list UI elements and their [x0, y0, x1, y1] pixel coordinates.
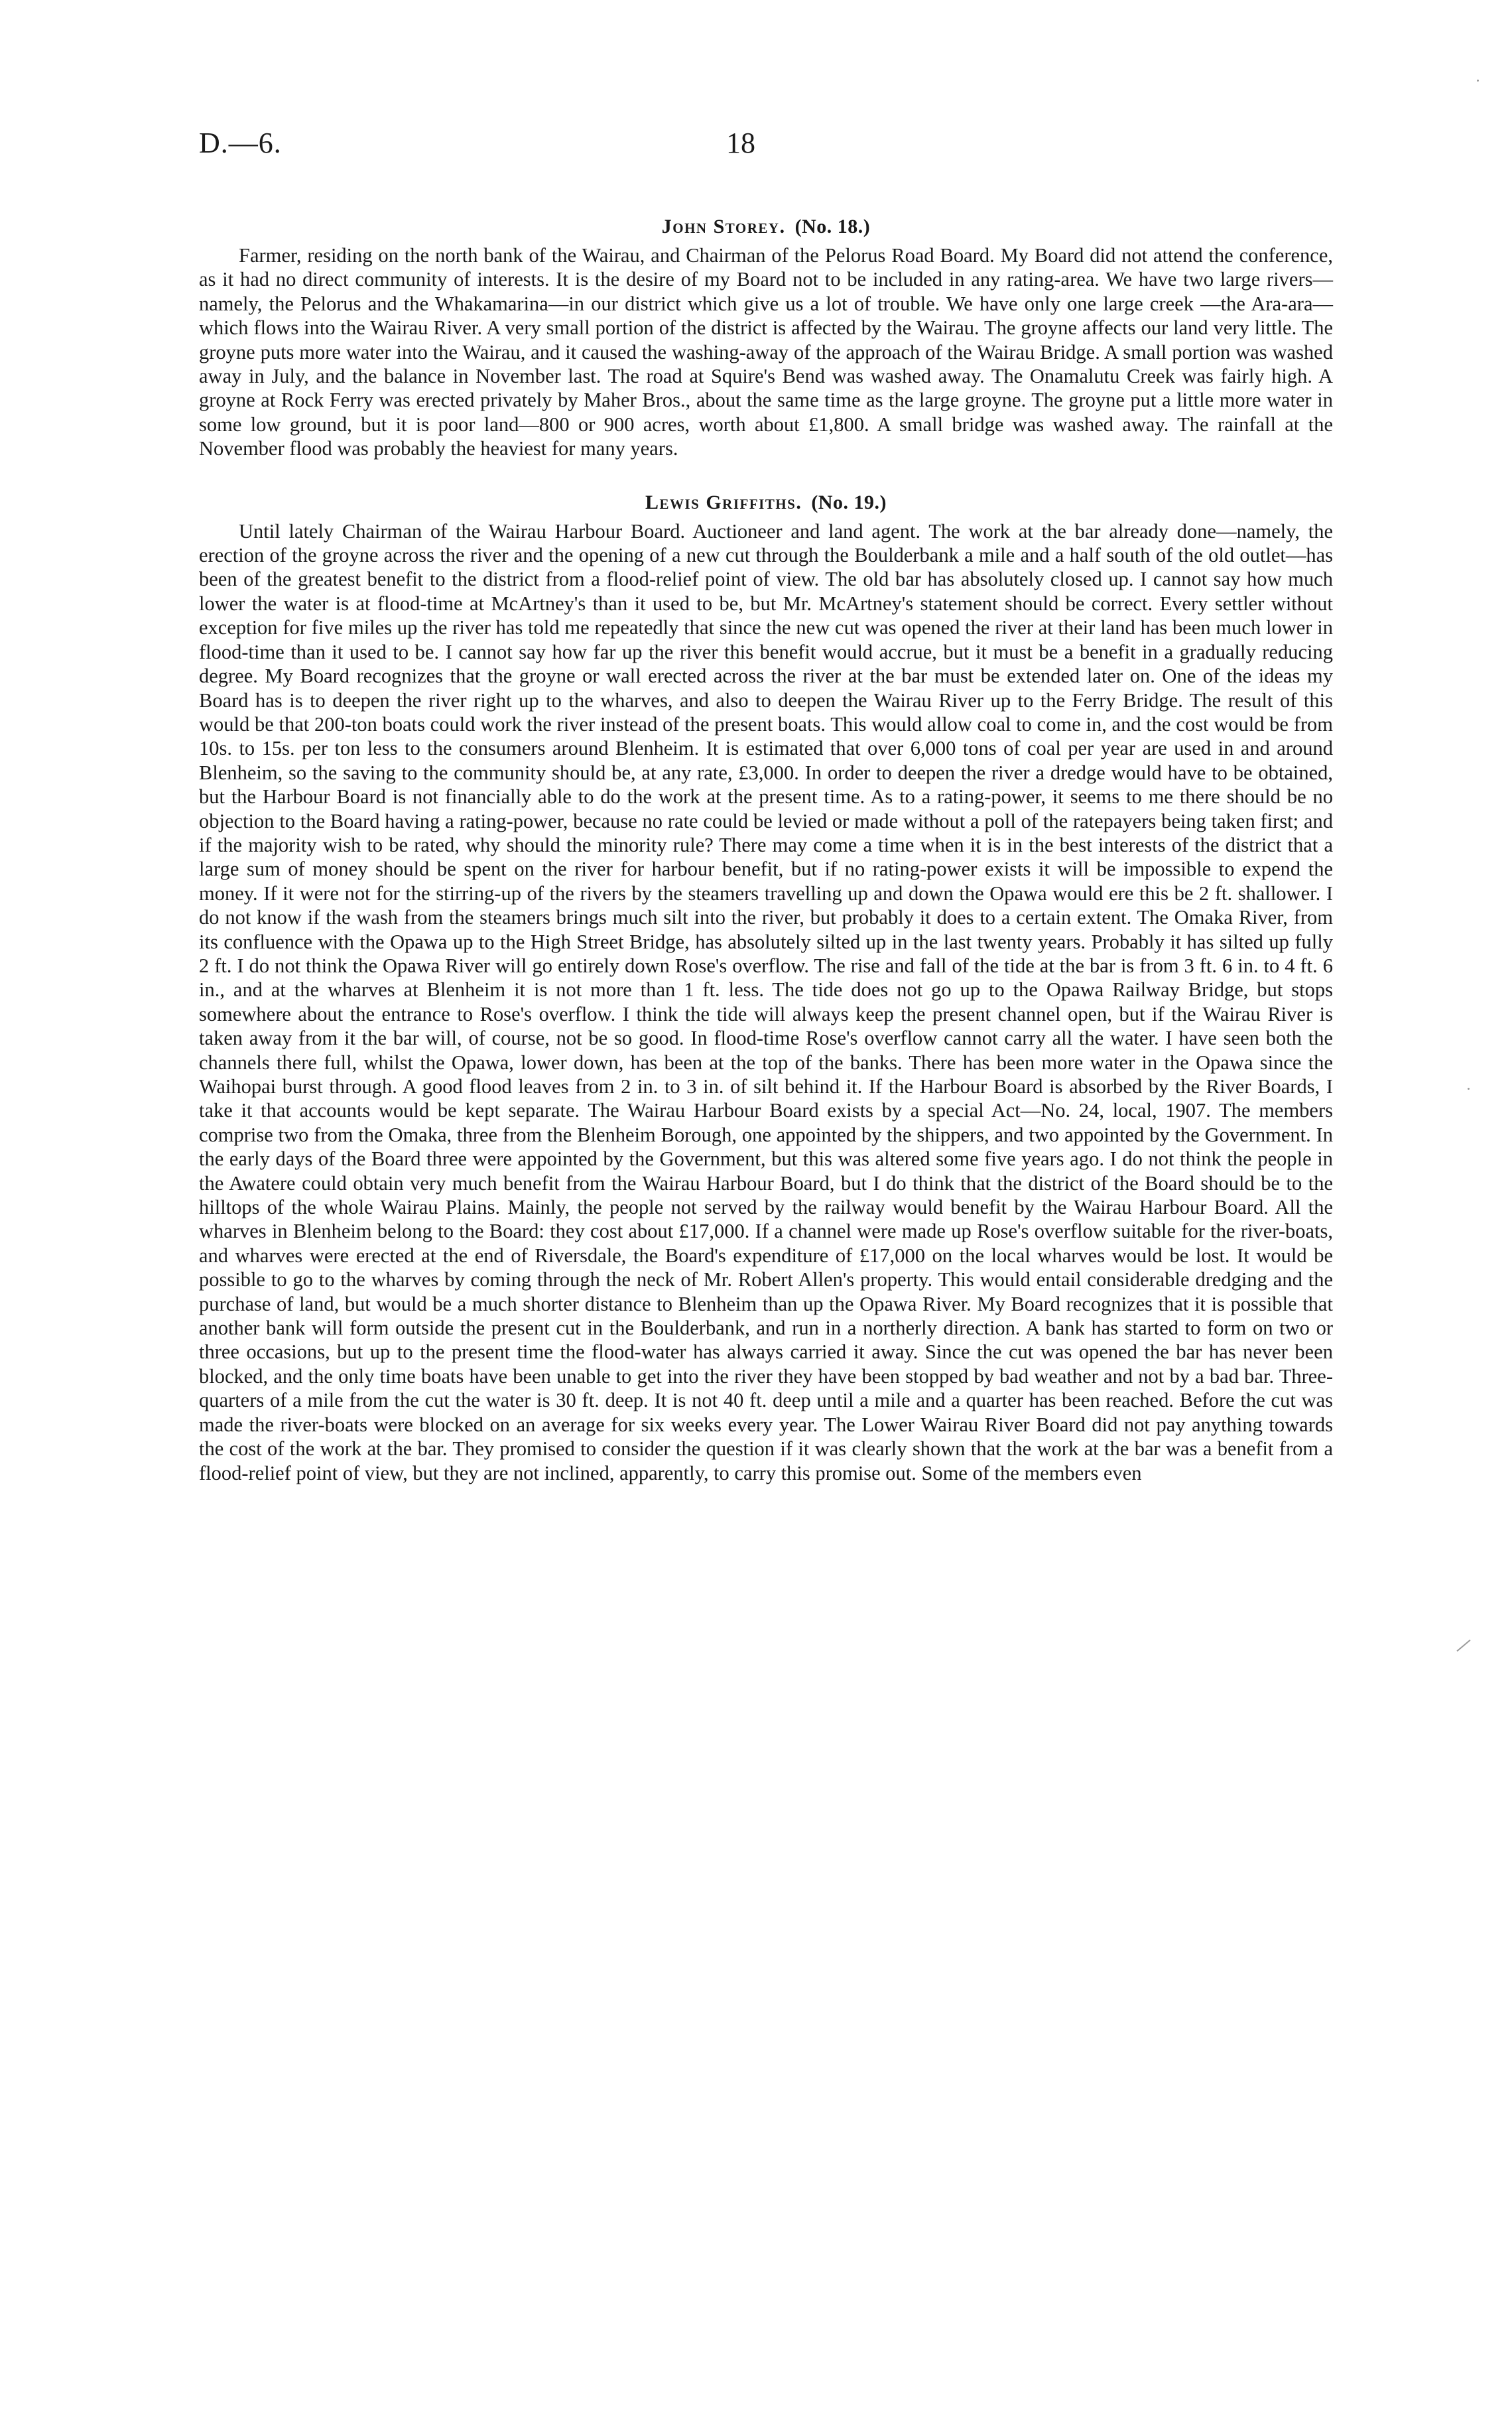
witness-number: (No. 18.): [794, 216, 871, 237]
scan-mark: [1477, 80, 1479, 82]
witness-section-griffiths: [199, 491, 1333, 1485]
witness-heading: [199, 216, 1333, 238]
witness-number: (No. 19.): [811, 491, 887, 513]
witness-statement: Until lately Chairman of the Wairau Harbour Board. Auctioneer and land agent. The work at the bar already done—namely, the erection of the groyne across the river and the opening of a new cut through the Boulderbank a mile and a half south of the old outlet—has been of the greatest benefit to the district from a flood-relief point of view. The old bar has absolutely closed up. I cannot say how much lower the water is at flood-time at McArtney's than it used to be, but Mr. McArtney's statement should be correct. Every settler without exception for five miles up the river has told me repeatedly that since the new cut was opened the river at their land has been much lower in flood-time than it used to be. I cannot say how far up the river this benefit would accrue, but it must be a benefit in a gradually reducing degree. My Board recognizes that the groyne or wall erected across the river at the bar must be extended later on. One of the ideas my Board has is to deepen the river right up to the wharves, and also to deepen the Wairau River up to the Ferry Bridge. The result of this would be that 200-ton boats could work the river instead of the present boats. This would allow coal to come in, and the cost would be from 10s. to 15s. per ton less to the consumers around Blenheim. It is estimated that over 6,000 tons of coal per year are used in and around Blenheim, so the saving to the community should be, at any rate, £3,000. In order to deepen the river a dredge would have to be obtained, but the Harbour Board is not financially able to do the work at the present time. As to a rating-power, it seems to me there should be no objection to the Board having a rating-power, because no rate could be levied or made without a poll of the ratepayers being taken first; and if the majority wish to be rated, why should the minority rule? There may come a time when it is in the best interests of the district that a large sum of money should be spent on the river for harbour benefit, but if no rating-power exists it will be impossible to expend the money. If it were not for the stirring-up of the rivers by the steamers travelling up and down the Opawa would ere this be 2 ft. shallower. I do not know if the wash from the steamers brings much silt into the river, but probably it does to a certain extent. The Omaka River, from its confluence with the Opawa up to the High Street Bridge, has absolutely silted up in the last twenty years. Probably it has silted up fully 2 ft. I do not think the Opawa River will go entirely down Rose's overflow. The rise and fall of the tide at the bar is from 3 ft. 6 in. to 4 ft. 6 in., and at the wharves at Blenheim it is not more than 1 ft. less. The tide does not go up to the Opawa Railway Bridge, but stops somewhere about the entrance to Rose's overflow. I think the tide will always keep the present channel open, but if the Wairau River is taken away from it the bar will, of course, not be so good. In flood-time Rose's overflow cannot carry all the water. I have seen both the channels there full, whilst the Opawa, lower down, has been at the top of the banks. There has been more water in the Opawa since the Waihopai burst through. A good flood leaves from 2 in. to 3 in. of silt behind it. If the Harbour Board is absorbed by the River Boards, I take it that accounts would be kept separate. The Wairau Harbour Board exists by a special Act—No. 24, local, 1907. The members comprise two from the Omaka, three from the Blenheim Borough, one appointed by the shippers, and two appointed by the Government. In the early days of the Board three were appointed by the Government, but this was altered some five years ago. I do not think the people in the Awatere could obtain very much benefit from the Wairau Harbour Board, but I do think that the district of the Board should be to the hilltops of the whole Wairau Plains. Mainly, the people not served by the railway would benefit by the Wairau Harbour Board. All the wharves in Blenheim belong to the Board: they cost about £17,000. If a channel were made up Rose's overflow suitable for the river-boats, and wharves were erected at the end of Riversdale, the Board's expenditure of £17,000 on the local wharves would be lost. It would be possible to go to the wharves by coming through the neck of Mr. Robert Allen's property. This would entail considerable dredging and the purchase of land, but would be a much shorter distance to Blenheim than up the Opawa River. My Board recognizes that it is possible that another bank will form outside the present cut in the Boulderbank, and run in a northerly direction. A bank has started to form on two or three occasions, but up to the present time the flood-water has always carried it away. Since the cut was opened the bar has never been blocked, and the only time boats have been unable to get into the river they have been stopped by bad weather and not by a bad bar. Three-quarters of a mile from the cut the water is 30 ft. deep. It is not 40 ft. deep until a mile and a quarter has been reached. Before the cut was made the river-boats were blocked on an average for six weeks every year. The Lower Wairau River Board did not pay anything towards the cost of the work at the bar. They promised to consider the question if it was clearly shown that the work at the bar was a benefit from a flood-relief point of view, but they are not inclined, apparently, to carry this promise out. Some of the members even: [199, 519, 1333, 1484]
witness-section-storey: [199, 216, 1333, 461]
witness-name: John Storey.: [661, 216, 786, 237]
scan-mark: [1468, 1088, 1470, 1090]
scan-mark: [1456, 1640, 1470, 1652]
witness-heading: [199, 491, 1333, 514]
document-reference: D.—6.: [199, 127, 282, 159]
page-number: 18: [726, 127, 755, 159]
witness-name: Lewis Griffiths.: [645, 491, 802, 513]
page-header: [199, 126, 1326, 172]
witness-statement: Farmer, residing on the north bank of the Wairau, and Chairman of the Pelorus Road Board. My Board did not attend the conference, as it had no direct community of interests. It is the desire of my Board not to be included in any rating-area. We have two large rivers—namely, the Pelorus and the Whakamarina—in our district which give us a lot of trouble. We have only one large creek —the Ara-ara—which flows into the Wairau River. A very small portion of the district is affected by the Wairau. The groyne affects our land very little. The groyne puts more water into the Wairau, and it caused the washing-away of the approach of the Wairau Bridge. A small portion was washed away in July, and the balance in November last. The road at Squire's Bend was washed away. The Onamalutu Creek was fairly high. A groyne at Rock Ferry was erected privately by Maher Bros., about the same time as the large groyne. The groyne put a little more water in some low ground, but it is poor land—800 or 900 acres, worth about £1,800. A small bridge was washed away. The rainfall at the November flood was probably the heaviest for many years.: [199, 244, 1333, 460]
page-content: [199, 216, 1333, 1485]
